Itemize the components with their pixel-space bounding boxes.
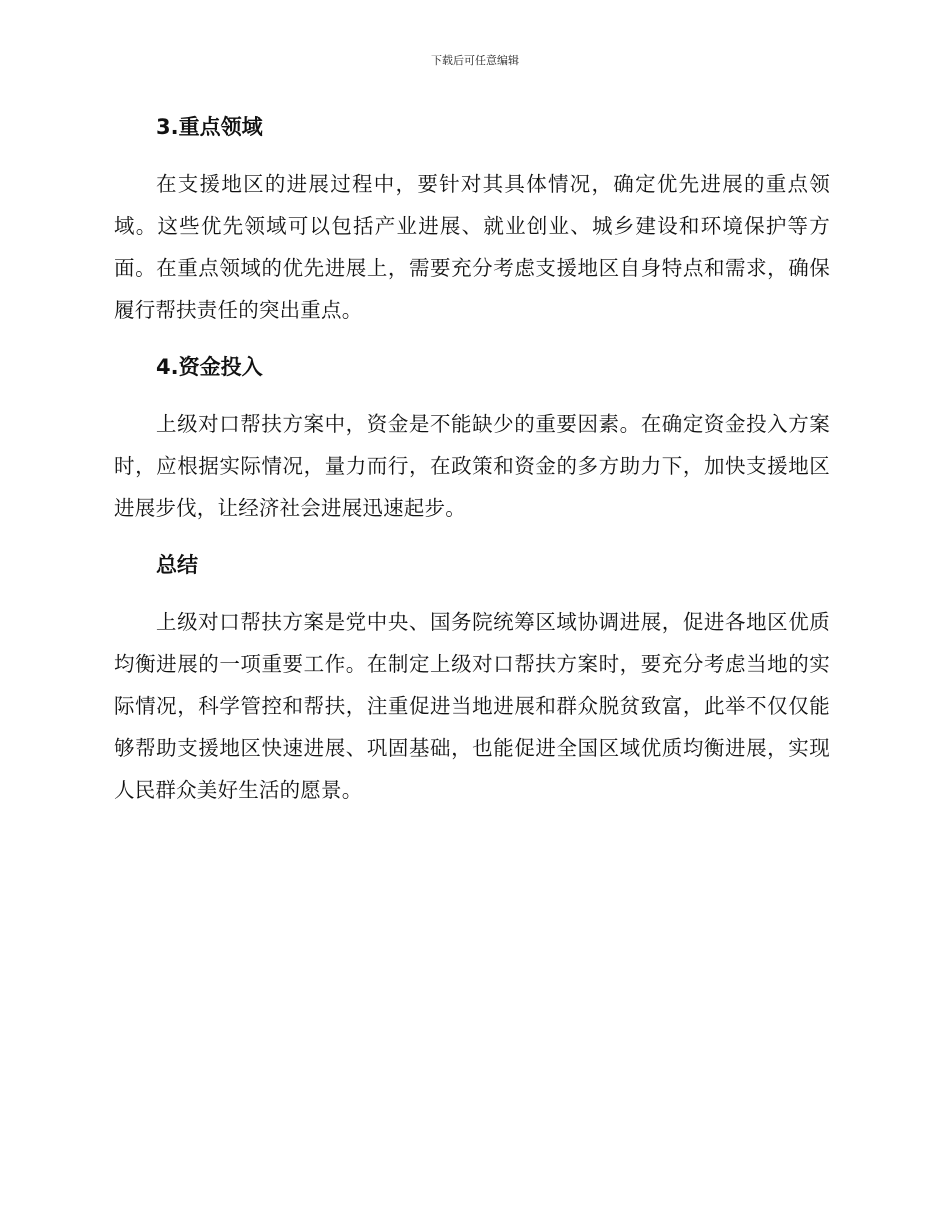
- section-heading: 总结: [156, 553, 198, 577]
- section-summary: [114, 546, 830, 811]
- section-heading: 4.资金投入: [156, 355, 263, 379]
- section-key-areas: [114, 108, 830, 331]
- section-heading: 3.重点领域: [156, 115, 263, 139]
- document-body: [114, 108, 830, 828]
- section-paragraph: 在支援地区的进展过程中，要针对其具体情况，确定优先进展的重点领域。这些优先领域可以包括产业进展、就业创业、城乡建设和环境保护等方面。在重点领域的优先进展上，需要充分考虑支援地区自身特点和需求，确保履行帮扶责任的突出重点。: [114, 172, 830, 322]
- section-paragraph: 上级对口帮扶方案中，资金是不能缺少的重要因素。在确定资金投入方案时，应根据实际情况，量力而行，在政策和资金的多方助力下，加快支援地区进展步伐，让经济社会进展迅速起步。: [114, 412, 830, 520]
- page-header: 下载后可任意编辑: [431, 54, 519, 67]
- section-funding: [114, 348, 830, 529]
- section-paragraph: 上级对口帮扶方案是党中央、国务院统筹区域协调进展，促进各地区优质均衡进展的一项重要工作。在制定上级对口帮扶方案时，要充分考虑当地的实际情况，科学管控和帮扶，注重促进当地进展和群众脱贫致富，此举不仅仅能够帮助支援地区快速进展、巩固基础，也能促进全国区域优质均衡进展，实现人民群众美好生活的愿景。: [114, 610, 830, 802]
